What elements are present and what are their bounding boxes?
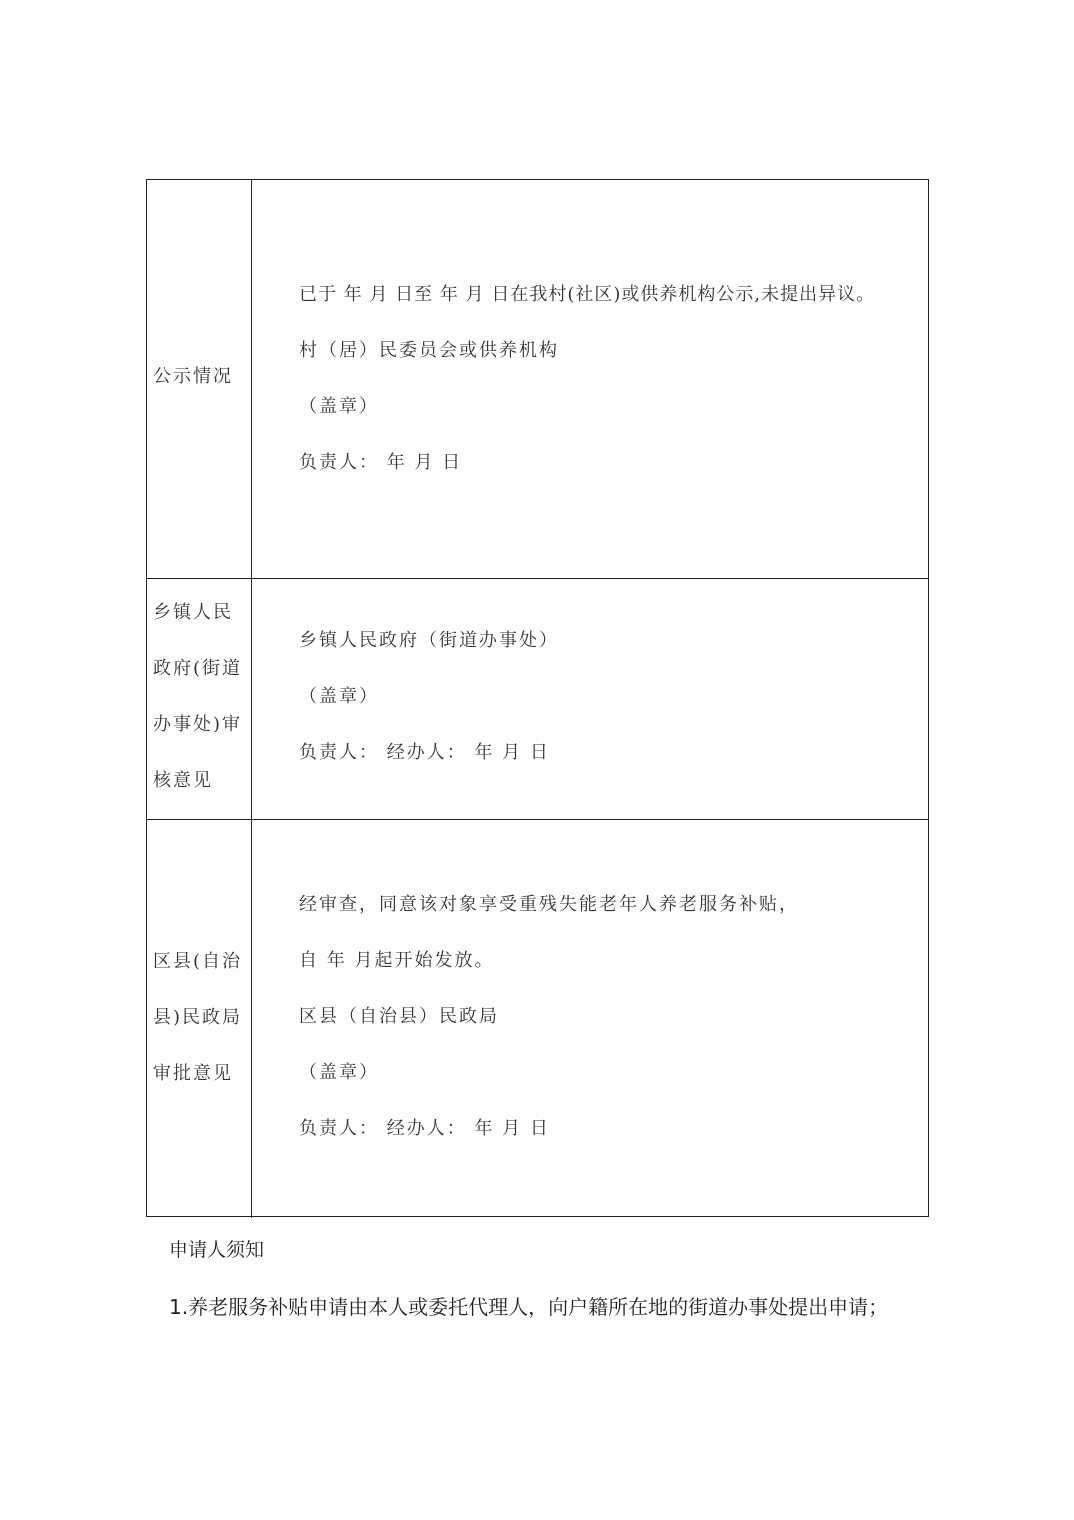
label-district-line-2: 县)民政局 [153,1007,243,1028]
publicity-line-3: （盖章） [299,396,379,417]
publicity-line-4: 负责人： 年 月 日 [299,452,463,473]
district-line-2: 自 年 月起开始发放。 [299,950,495,971]
publicity-line-1: 已于 年 月 日至 年 月 日在我村(社区)或供养机构公示,未提出异议。 [299,284,876,305]
row-publicity [147,180,928,578]
label-township-line-1: 乡镇人民 [153,602,233,623]
township-line-1: 乡镇人民政府（街道办事处） [299,630,559,651]
content-publicity [299,267,928,491]
row-district [147,819,928,1218]
publicity-line-2: 村（居）民委员会或供养机构 [299,340,559,361]
label-publicity [147,180,252,578]
label-district-line-3: 审批意见 [153,1063,233,1084]
label-township [147,579,252,819]
notice-title: 申请人须知 [169,1239,265,1261]
notice-item-1: 1.养老服务补贴申请由本人或委托代理人，向户籍所在地的街道办事处提出申请； [169,1295,889,1319]
row-township [147,578,928,819]
district-line-1: 经审查，同意该对象享受重残失能老年人养老服务补贴， [299,894,799,915]
label-district [147,820,252,1218]
content-township [299,613,928,781]
approval-table [146,179,929,1217]
label-township-line-2: 政府(街道 [153,658,243,679]
district-line-3: 区县（自治县）民政局 [299,1006,499,1027]
township-line-3: 负责人： 经办人： 年 月 日 [299,742,550,763]
content-district [299,877,928,1157]
label-district-line-1: 区县(自治 [153,951,243,972]
label-township-line-4: 核意见 [153,770,213,791]
label-township-line-3: 办事处)审 [153,714,243,735]
township-line-2: （盖章） [299,686,379,707]
district-line-5: 负责人： 经办人： 年 月 日 [299,1118,550,1139]
district-line-4: （盖章） [299,1062,379,1083]
label-publicity-text: 公示情况 [153,366,233,387]
